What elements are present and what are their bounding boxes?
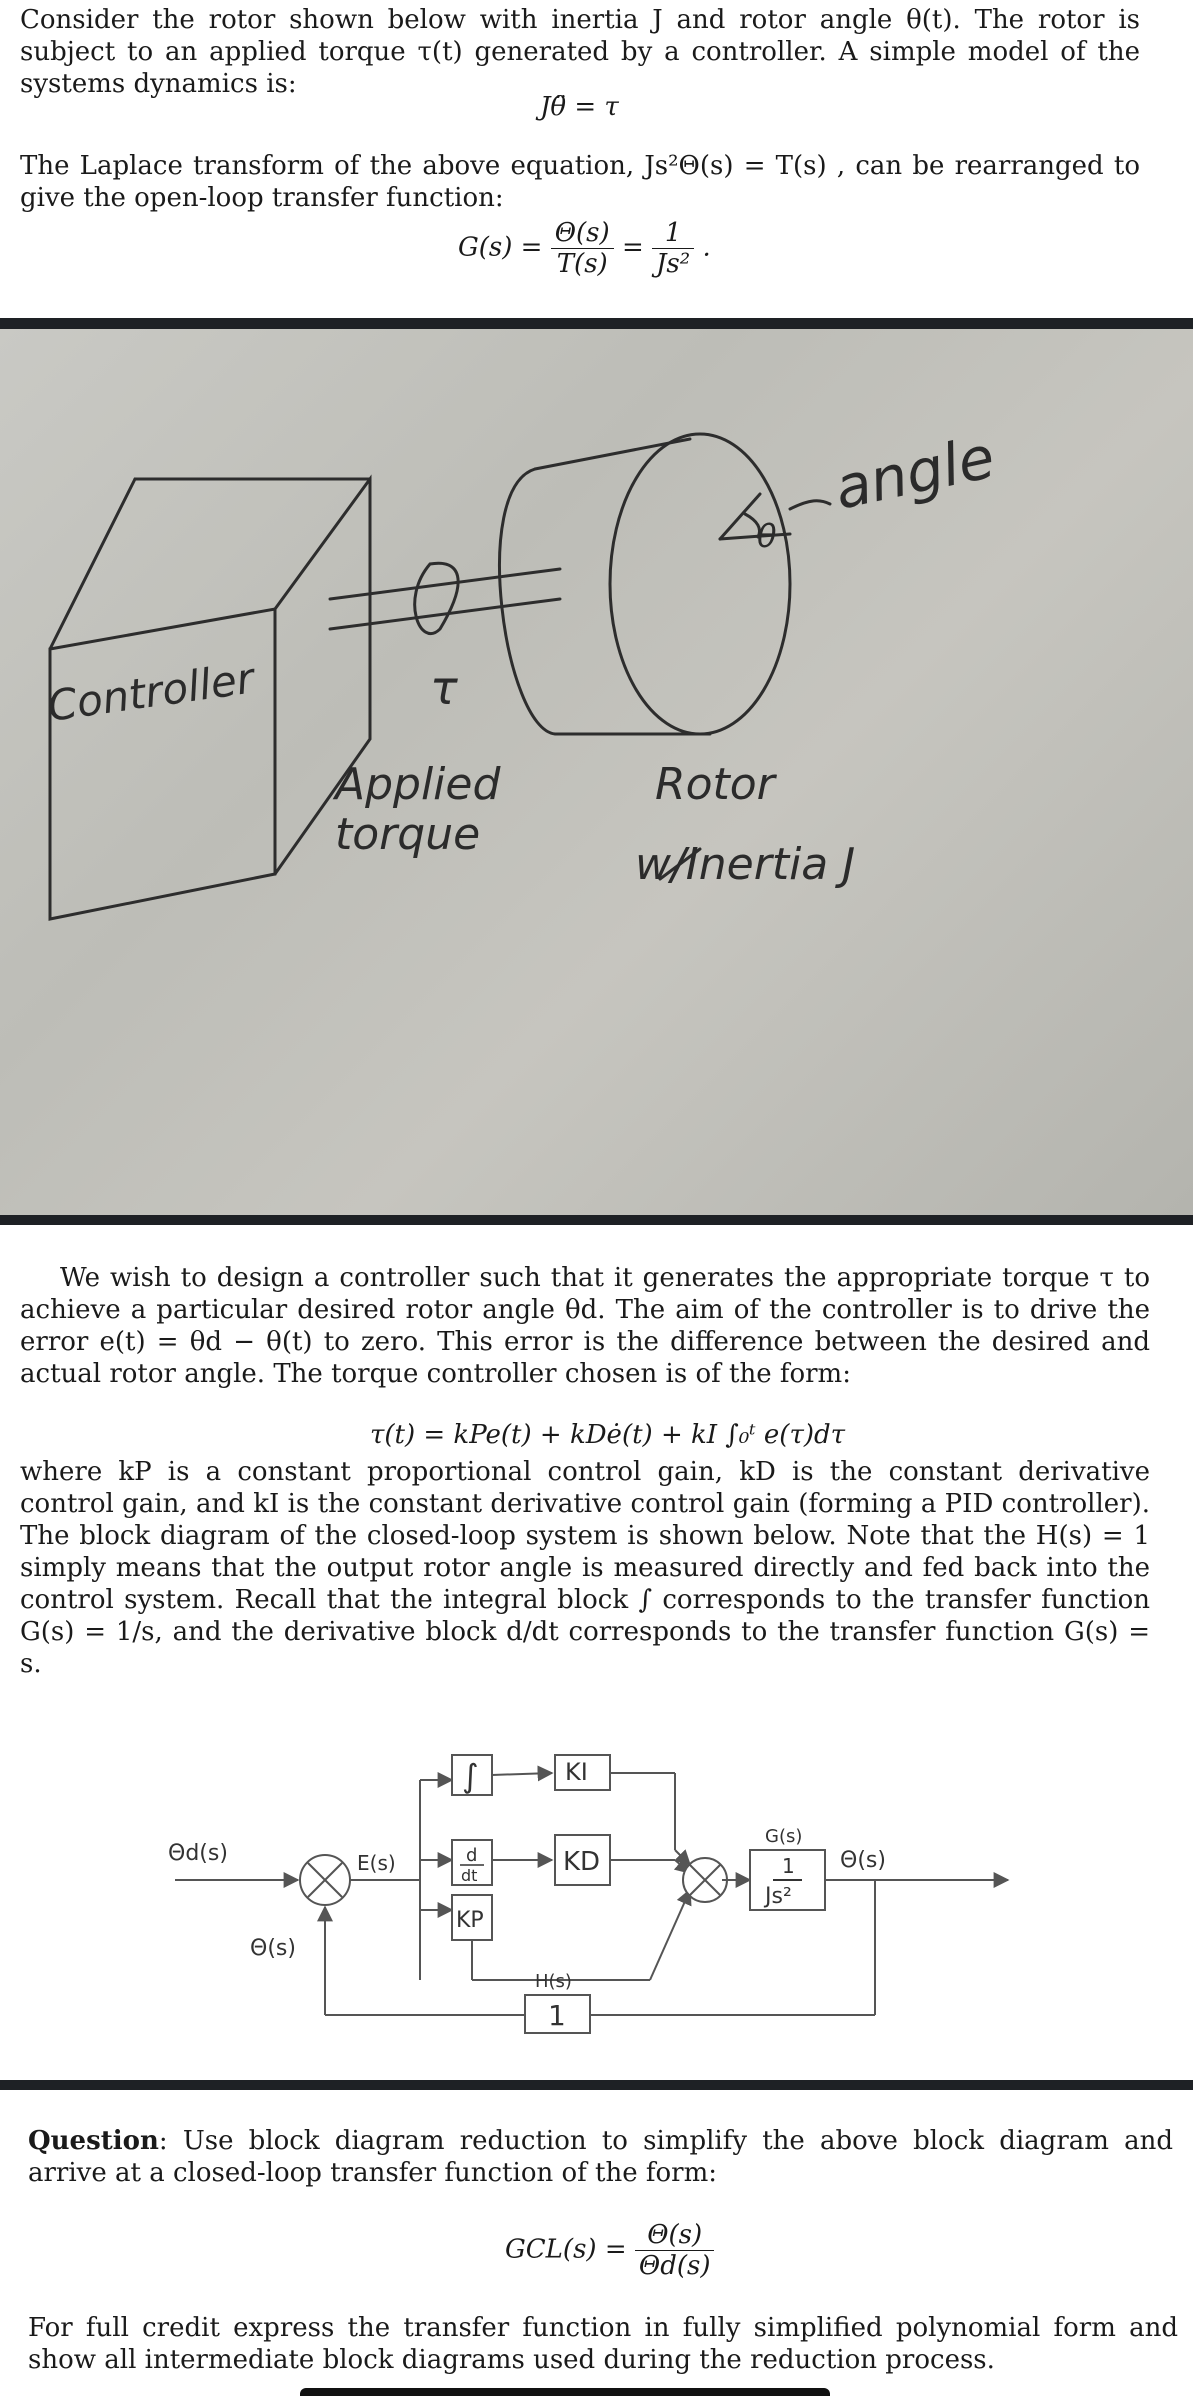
bd-plant-denominator: Js² [765, 1884, 792, 1909]
sketch-angle-label: angle [828, 422, 1001, 523]
bd-deriv-bottom: dt [461, 1866, 478, 1885]
g-num: Θ(s) [551, 218, 614, 249]
g-equals: = [621, 232, 644, 263]
intro-paragraph: Consider the rotor shown below with inertia J and rotor angle θ(t). The rotor is subject to an applied torque τ(t) generated by a controller. A simple model of the systems dynamics is: [20, 5, 1140, 99]
question-paragraph [28, 2125, 1173, 2189]
separator-bar-2 [0, 1215, 1193, 1225]
g-lhs: G(s) = [458, 232, 543, 263]
bd-plant-numerator: 1 [782, 1854, 795, 1878]
bd-gs-label: G(s) [765, 1826, 803, 1847]
sketch-rotor-label: Rotor [655, 759, 775, 810]
g-fraction-2 [652, 218, 694, 279]
bd-h-value: 1 [548, 1999, 566, 2032]
bottom-edge-strip [300, 2388, 830, 2396]
bd-output-label: Θ(s) [840, 1848, 886, 1873]
rotor-sketch-drawing [0, 329, 1193, 1215]
bd-error-label: E(s) [357, 1851, 396, 1875]
g-period: . [702, 232, 711, 263]
open-loop-transfer-function [458, 218, 711, 279]
bd-ki-block: KI [565, 1758, 588, 1786]
g-fraction-1 [551, 218, 614, 279]
sketch-torque-label: torque [335, 809, 481, 860]
design-paragraph: We wish to design a controller such that it generates the appropriate torque τ to achieve a particular desired rotor angle θd. The aim of the controller is to drive the error e(t) = θd − θ(t) to zero. This error is the difference between the desired and actual rotor angle. The torque controller chosen is of the form: [20, 1263, 1150, 1389]
gains-paragraph: where kP is a constant proportional control gain, kD is the constant derivative control gain, and kI is the constant derivative control gain (forming a PID controller). The block diagram of the closed-loop system is shown below. Note that the H(s) = 1 simply means that the output rotor angle is measured directly and fed back into the control system. Recall that the integral block ∫ corresponds to the transfer function G(s) = 1/s, and the derivative block d/dt corresponds to the transfer function G(s) = s. [20, 1457, 1150, 1679]
gcl-fraction [635, 2220, 715, 2281]
equation-of-motion: Jθ̈ = τ [540, 92, 619, 122]
closed-loop-transfer-function [505, 2220, 714, 2281]
bd-kd-block: KD [563, 1847, 601, 1877]
sketch-tau-label: τ [430, 661, 458, 715]
rotor-sketch-photo [0, 329, 1193, 1215]
laplace-paragraph: The Laplace transform of the above equation, Js²Θ(s) = T(s) , can be rearranged to give the open-loop transfer function: [20, 151, 1140, 213]
sketch-theta-label: θ [757, 517, 777, 555]
g-den2: Js² [656, 249, 691, 279]
block-diagram [0, 1715, 1193, 2045]
separator-bar-3 [0, 2080, 1193, 2090]
bd-theta-d-label: Θd(s) [168, 1841, 228, 1866]
pid-equation: τ(t) = kPe(t) + kDė(t) + kI ∫₀ᵗ e(τ)dτ [370, 1420, 846, 1450]
separator-bar-1 [0, 318, 1193, 329]
g-num2: 1 [652, 218, 694, 249]
bd-kp-block: KP [456, 1908, 484, 1933]
bd-hs-label: H(s) [535, 1971, 572, 1992]
g-den: T(s) [556, 249, 608, 279]
gcl-lhs: GCL(s) = [505, 2234, 627, 2265]
gcl-den: Θd(s) [638, 2251, 711, 2281]
sketch-inertia-label: w/Inertia J [635, 839, 856, 890]
credit-paragraph: For full credit express the transfer function in fully simplified polynomial form and show all intermediate block diagrams used during the reduction process. [28, 2313, 1178, 2375]
bd-theta-feedback-label: Θ(s) [250, 1936, 296, 1961]
bd-deriv-top: d [466, 1845, 478, 1866]
sketch-controller-label: Controller [44, 653, 257, 731]
question-text: : Use block diagram reduction to simplify the above block diagram and arrive at a closed-loop transfer function of the form: [28, 2126, 1173, 2188]
sketch-applied-label: Applied [335, 759, 501, 810]
bd-integral-block: ∫ [462, 1757, 479, 1795]
question-label: Question [28, 2126, 159, 2156]
gcl-num: Θ(s) [635, 2220, 715, 2251]
